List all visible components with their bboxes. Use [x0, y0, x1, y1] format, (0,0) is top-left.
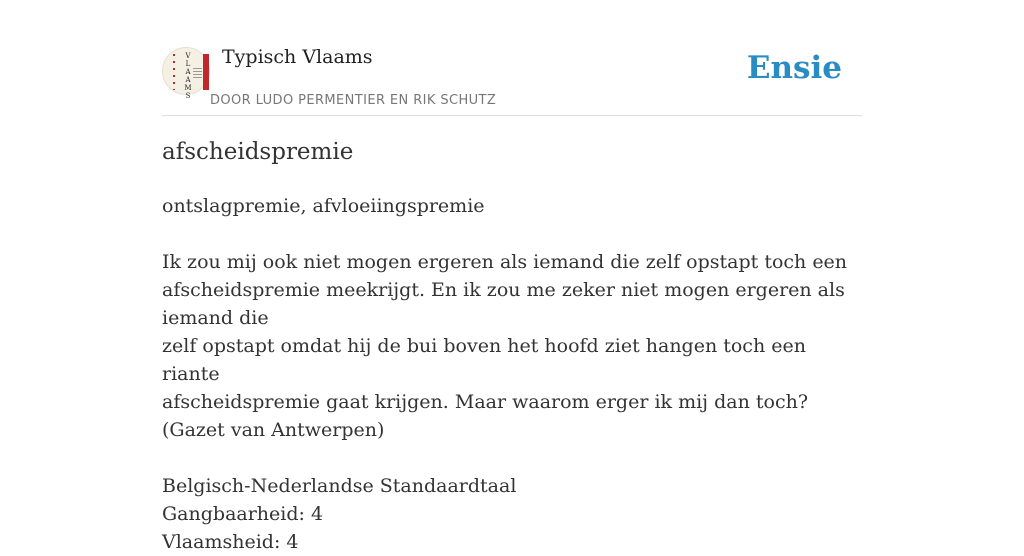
logo-decoration [173, 54, 175, 90]
entry-card [162, 0, 862, 553]
logo-spine [203, 54, 209, 90]
spacer [162, 444, 866, 472]
example-line: afscheidspremie gaat krijgen. Maar waarom erger ik mij dan toch? [162, 391, 809, 413]
entry-body [162, 192, 866, 556]
entry-synonyms: ontslagpremie, afvloeiingspremie [162, 195, 485, 217]
brand-logo[interactable]: Ensie [746, 50, 842, 86]
example-source: (Gazet van Antwerpen) [162, 419, 385, 441]
authors-byline: DOOR LUDO PERMENTIER EN RIK SCHUTZ [210, 93, 497, 108]
example-line: zelf opstapt omdat hij de bui boven het hoofd ziet hangen toch een riante [162, 335, 806, 385]
book-title[interactable]: Typisch Vlaams [222, 46, 373, 68]
logo-text-lines [193, 68, 202, 80]
example-line: Ik zou mij ook niet mogen ergeren als iemand die zelf opstapt toch een [162, 251, 848, 273]
header [162, 0, 862, 116]
book-cover-logo[interactable] [162, 47, 210, 100]
gangbaarheid-rating: Gangbaarheid: 4 [162, 503, 324, 525]
example-line: afscheidspremie meekrijgt. En ik zou me zeker niet mogen ergeren als iemand die [162, 279, 845, 329]
spacer [162, 220, 866, 248]
logo-lettering: V L A A M S [184, 52, 192, 100]
language-label: Belgisch-Nederlandse Standaardtaal [162, 475, 517, 497]
vlaamsheid-rating: Vlaamsheid: 4 [162, 531, 299, 553]
entry-term: afscheidspremie [162, 139, 354, 165]
